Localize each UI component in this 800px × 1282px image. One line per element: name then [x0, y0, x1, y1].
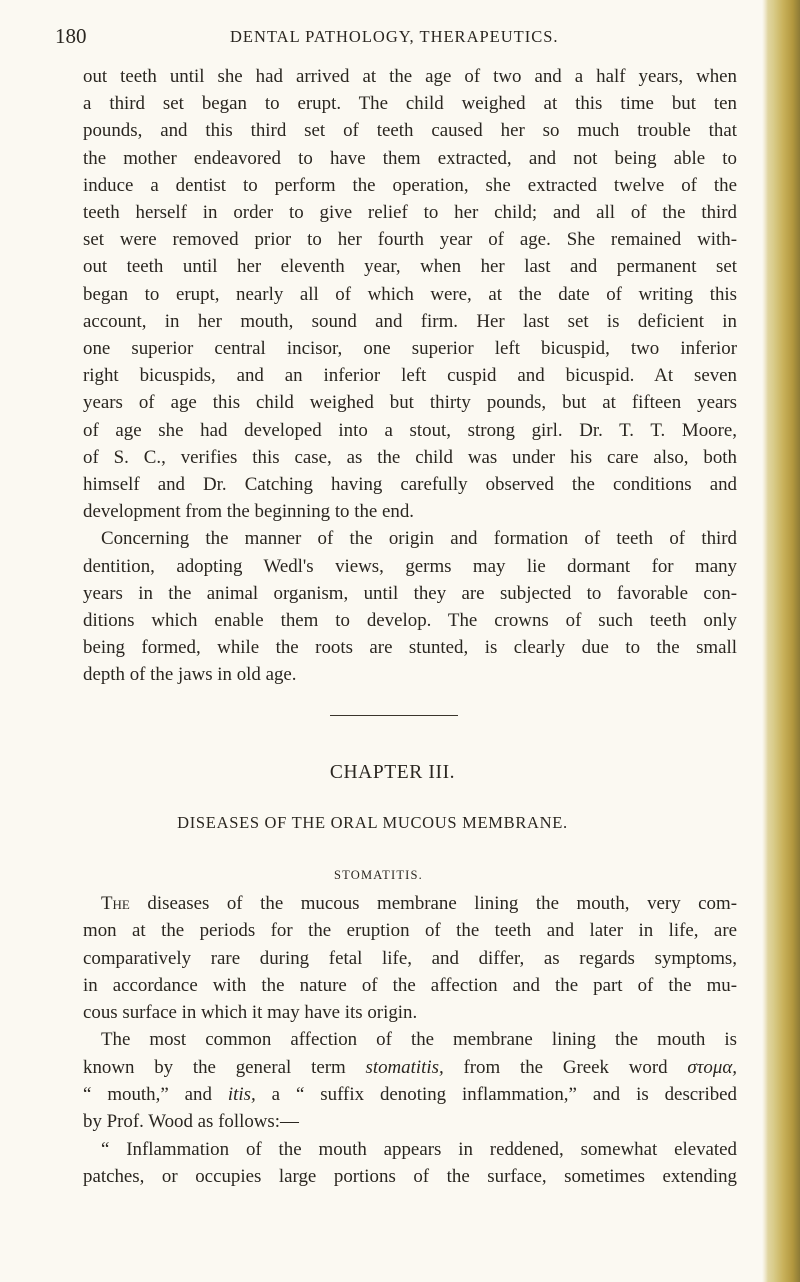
text-line: teeth herself in order to give relief to her child; and all of the third — [83, 202, 737, 224]
text-run: diseases of the mucous membrane lining the mouth, very com- — [129, 893, 737, 914]
text-line: one superior central incisor, one superior left bicuspid, two inferior — [83, 338, 737, 360]
text-line — [83, 1054, 737, 1081]
greek-word: στομα, — [687, 1056, 737, 1078]
drop-word: The — [101, 893, 130, 914]
body-text-top — [83, 63, 737, 689]
chapter-title: CHAPTER III. — [329, 762, 456, 783]
text-line: development from the beginning to the end. — [83, 501, 415, 523]
section-divider — [330, 715, 458, 716]
text-line: account, in her mouth, sound and firm. Her last set is deficient in — [83, 310, 737, 332]
text-line: by Prof. Wood as follows:— — [83, 1111, 299, 1133]
text-line: “ Inflammation of the mouth appears in reddened, somewhat elevated — [101, 1138, 737, 1160]
section-title: STOMATITIS. — [333, 868, 424, 882]
term-stomatitis: stomatitis, — [365, 1056, 444, 1078]
term-itis: itis, — [227, 1084, 256, 1106]
text-line: cous surface in which it may have its origin. — [83, 1002, 418, 1024]
text-line: pounds, and this third set of teeth caused her so much trouble that — [83, 120, 737, 142]
text-line: The most common affection of the membrane lining the mouth is — [101, 1029, 737, 1051]
page-number: 180 — [55, 24, 87, 48]
text-line: induce a dentist to perform the operation, she extracted twelve of the — [83, 174, 737, 196]
text-line: began to erupt, nearly all of which were, at the date of writing this — [83, 283, 737, 305]
running-title: DENTAL PATHOLOGY, THERAPEUTICS. — [230, 27, 559, 46]
text-line: patches, or occupies large portions of the surface, sometimes extending — [83, 1165, 737, 1187]
text-line: years of age this child weighed but thirty pounds, but at fifteen years — [83, 392, 737, 414]
text-line: right bicuspids, and an inferior left cuspid and bicuspid. At seven — [83, 365, 737, 387]
text-line: the mother endeavored to have them extracted, and not being able to — [83, 147, 737, 169]
text-line: being formed, while the roots are stunted, is clearly due to the small — [83, 637, 737, 659]
text-line: years in the animal organism, until they are subjected to favorable con- — [83, 582, 737, 604]
body-text-bottom — [83, 890, 737, 1190]
text-line: comparatively rare during fetal life, and differ, as regards symptoms, — [83, 947, 737, 969]
page-edge — [762, 0, 800, 1282]
text-line: depth of the jaws in old age. — [83, 664, 297, 686]
text-line: Concerning the manner of the origin and formation of teeth of third — [101, 528, 737, 550]
text-line: dentition, adopting Wedl's views, germs may lie dormant for many — [83, 555, 737, 577]
text-line: of age she had developed into a stout, strong girl. Dr. T. T. Moore, — [83, 419, 737, 441]
running-head — [55, 24, 745, 54]
text-line: out teeth until her eleventh year, when her last and permanent set — [83, 256, 737, 278]
text-run: from the Greek word — [443, 1056, 688, 1078]
text-line — [83, 1081, 737, 1108]
text-line: of S. C., verifies this case, as the child was under his care also, both — [83, 446, 737, 468]
text-run: a “ suffix denoting inflammation,” and is described — [255, 1084, 737, 1106]
text-line — [83, 890, 737, 917]
chapter-subtitle: DISEASES OF THE ORAL MUCOUS MEMBRANE. — [177, 813, 568, 832]
text-run: “ mouth,” and — [83, 1084, 228, 1106]
text-line: a third set began to erupt. The child weighed at this time but ten — [83, 93, 737, 115]
text-run: known by the general term — [83, 1056, 366, 1078]
text-line: ditions which enable them to develop. The crowns of such teeth only — [83, 610, 737, 632]
text-line: mon at the periods for the eruption of the teeth and later in life, are — [83, 920, 737, 942]
text-line: in accordance with the nature of the affection and the part of the mu- — [83, 974, 737, 996]
text-line: himself and Dr. Catching having carefully observed the conditions and — [83, 474, 737, 496]
text-line: out teeth until she had arrived at the age of two and a half years, when — [83, 66, 737, 87]
text-line: set were removed prior to her fourth year of age. She remained with- — [83, 229, 737, 251]
